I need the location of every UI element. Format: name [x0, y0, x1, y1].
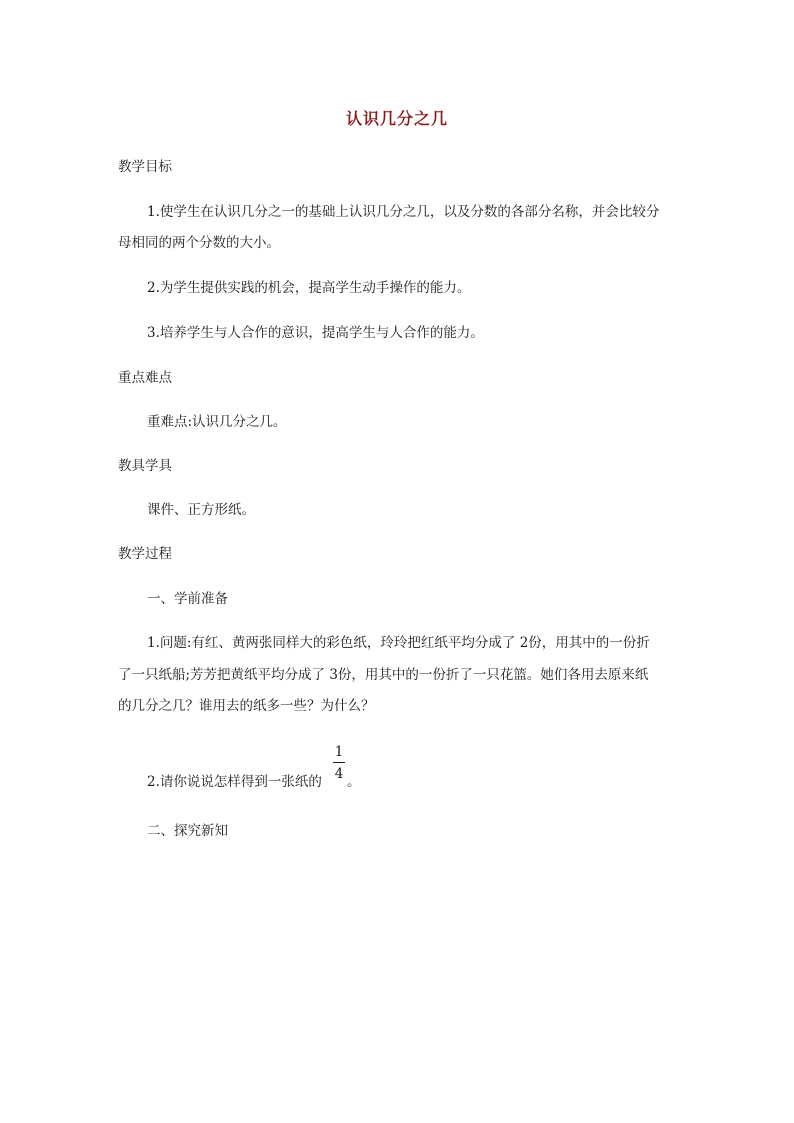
fraction-bar [333, 762, 345, 763]
question-1-line-1: 1.问题:有红、黄两张同样大的彩色纸，玲玲把红纸平均分成了 2份，用其中的一份折 [147, 635, 650, 651]
question-2-end: 。 [347, 774, 361, 790]
tools-heading: 教具学具 [118, 458, 172, 474]
key-points-heading: 重点难点 [118, 370, 172, 386]
step-1-heading: 一、学前准备 [147, 591, 228, 607]
process-heading: 教学过程 [118, 546, 172, 562]
step-2-heading: 二、探究新知 [147, 823, 228, 839]
goal-1-line-2: 母相同的两个分数的大小。 [118, 235, 280, 251]
fraction-denominator: 4 [334, 766, 344, 782]
key-points-text: 重难点:认识几分之几。 [147, 414, 287, 430]
goal-2: 2.为学生提供实践的机会，提高学生动手操作的能力。 [147, 280, 471, 296]
fraction-numerator: 1 [334, 744, 344, 760]
document-title: 认识几分之几 [345, 109, 448, 128]
tools-text: 课件、正方形纸。 [147, 502, 255, 518]
goal-3: 3.培养学生与人合作的意识，提高学生与人合作的能力。 [147, 325, 484, 341]
question-1-line-2: 了一只纸船;芳芳把黄纸平均分成了 3份，用其中的一份折了一只花篮。她们各用去原来纸 [118, 667, 649, 683]
goal-1-line-1: 1.使学生在认识几分之一的基础上认识几分之几，以及分数的各部分名称，并会比较分 [147, 204, 660, 220]
question-1-line-3: 的几分之几？谁用去的纸多一些？为什么？ [118, 698, 375, 714]
fraction-one-quarter [333, 744, 345, 782]
question-2-text: 2.请你说说怎样得到一张纸的 [147, 774, 322, 790]
goals-heading: 教学目标 [118, 159, 172, 175]
